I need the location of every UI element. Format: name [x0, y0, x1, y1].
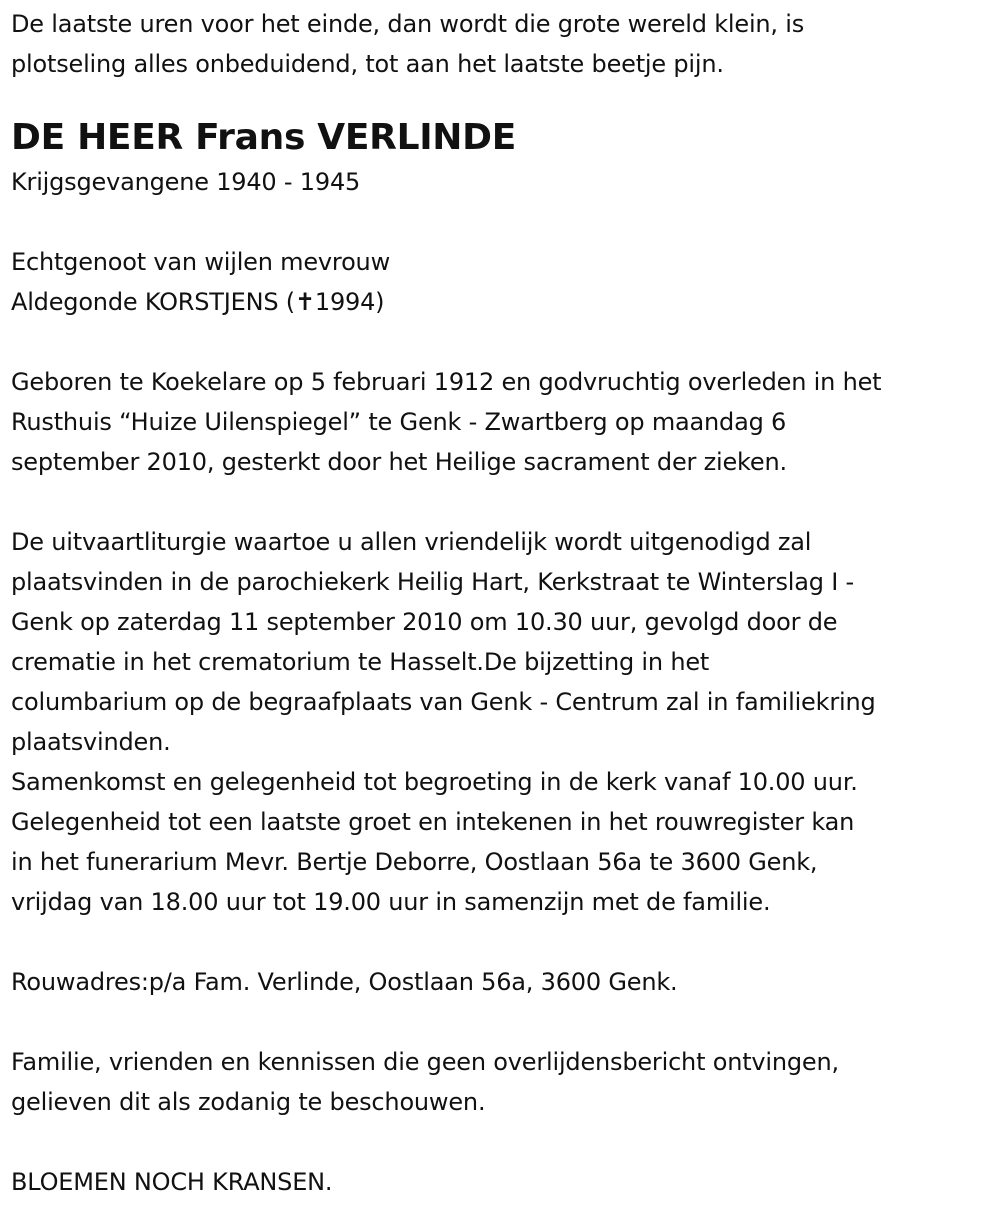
paragraph-line: Familie, vrienden en kennissen die geen overlijdensbericht ontvingen,: [11, 1048, 839, 1076]
paragraph-line: De uitvaartliturgie waartoe u allen vriendelijk wordt uitgenodigd zal: [11, 528, 812, 556]
spouse-name-line: [11, 282, 993, 322]
spouse-name: Aldegonde KORSTJENS (: [11, 288, 295, 316]
spacer: [11, 322, 993, 362]
funeral-paragraph: [11, 522, 993, 922]
spacer: [11, 202, 993, 242]
intro-verse: [11, 4, 993, 84]
paragraph-line: vrijdag van 18.00 uur tot 19.00 uur in samenzijn met de familie.: [11, 888, 771, 916]
cross-icon: ✝: [294, 288, 315, 316]
spouse-line: Echtgenoot van wijlen mevrouw: [11, 248, 390, 276]
notice-paragraph: [11, 1042, 993, 1122]
spacer: [11, 922, 993, 962]
paragraph-line: Genk op zaterdag 11 september 2010 om 10.30 uur, gevolgd door de: [11, 608, 838, 636]
closing-line: BLOEMEN NOCH KRANSEN.: [11, 1168, 333, 1196]
spouse-section: [11, 242, 993, 322]
paragraph-line: in het funerarium Mevr. Bertje Deborre, Oostlaan 56a te 3600 Genk,: [11, 848, 818, 876]
paragraph-line: september 2010, gesterkt door het Heilige sacrament der zieken.: [11, 448, 787, 476]
intro-line: plotseling alles onbeduidend, tot aan het laatste beetje pijn.: [11, 50, 724, 78]
deceased-name-title: DE HEER Frans VERLINDE: [11, 117, 517, 158]
mourning-address: Rouwadres:p/a Fam. Verlinde, Oostlaan 56a, 3600 Genk.: [11, 968, 678, 996]
spacer: [11, 1122, 993, 1162]
paragraph-line: Samenkomst en gelegenheid tot begroeting in de kerk vanaf 10.00 uur.: [11, 768, 858, 796]
subtitle-prisoner-of-war: Krijgsgevangene 1940 - 1945: [11, 168, 361, 196]
birth-death-paragraph: [11, 362, 993, 482]
paragraph-line: columbarium op de begraafplaats van Genk - Centrum zal in familiekring: [11, 688, 876, 716]
intro-line: De laatste uren voor het einde, dan wordt die grote wereld klein, is: [11, 10, 805, 38]
spacer: [11, 1002, 993, 1042]
paragraph-line: Geboren te Koekelare op 5 februari 1912 en godvruchtig overleden in het: [11, 368, 882, 396]
paragraph-line: Gelegenheid tot een laatste groet en intekenen in het rouwregister kan: [11, 808, 855, 836]
paragraph-line: plaatsvinden.: [11, 728, 171, 756]
paragraph-line: Rusthuis “Huize Uilenspiegel” te Genk - Zwartberg op maandag 6: [11, 408, 787, 436]
spouse-death-year: 1994): [314, 288, 385, 316]
paragraph-line: gelieven dit als zodanig te beschouwen.: [11, 1088, 486, 1116]
paragraph-line: crematie in het crematorium te Hasselt.De bijzetting in het: [11, 648, 710, 676]
spacer: [11, 482, 993, 522]
paragraph-line: plaatsvinden in de parochiekerk Heilig Hart, Kerkstraat te Winterslag I -: [11, 568, 855, 596]
obituary-document: [11, 4, 993, 1202]
